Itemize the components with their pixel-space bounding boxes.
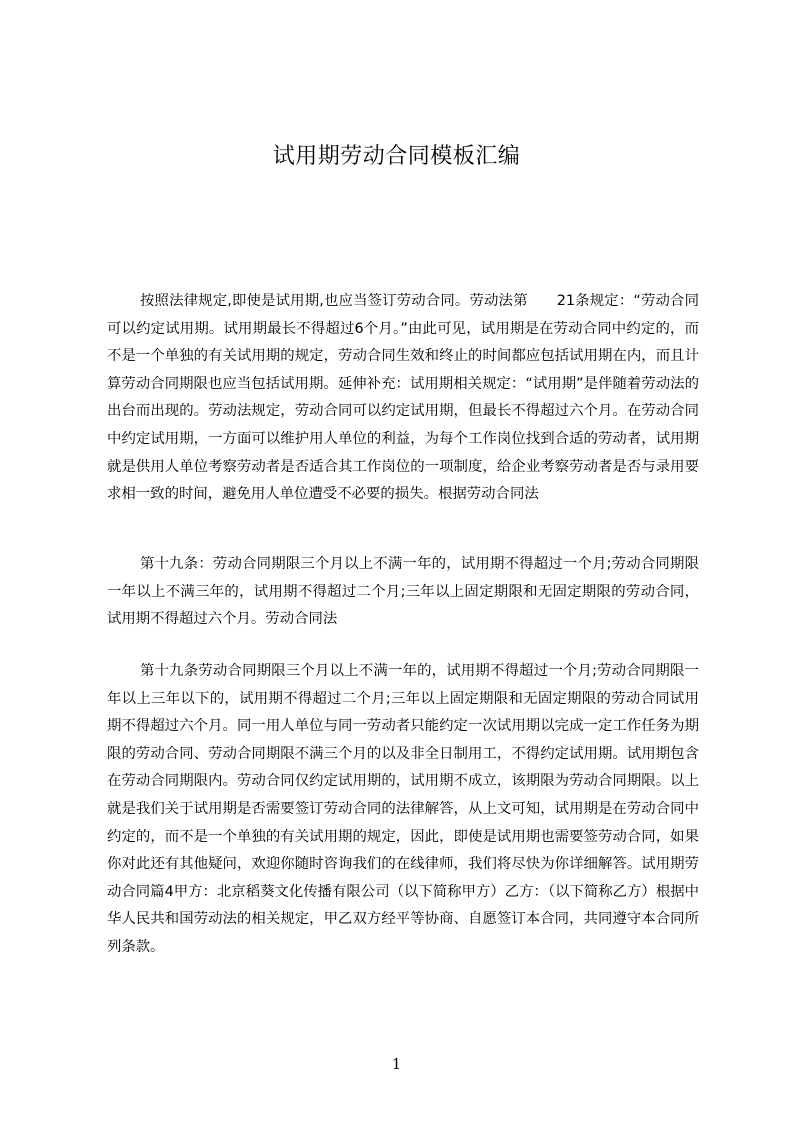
paragraph-3: 第十九条劳动合同期限三个月以上不满一年的，试用期不得超过一个月;劳动合同期限一年以上三年以下的，试用期不得超过二个月;三年以上固定期限和无固定期限的劳动合同试用期不得超过六个月。同一用人单位与同一劳动者只能约定一次试用期以完成一定工作任务为期限的劳动合同、劳动合同期限不满三个月的以及非全日制用工，不得约定试用期。试用期包含在劳动合同期限内。劳动合同仅约定试用期的，试用期不成立，该期限为劳动合同期限。以上就是我们关于试用期是否需要签订劳动合同的法律解答，从上文可知，试用期是在劳动合同中约定的，而不是一个单独的有关试用期的规定，因此，即使是试用期也需要签劳动合同，如果你对此还有其他疑问，欢迎你随时咨询我们的在线律师，我们将尽快为你详细解答。试用期劳动合同篇4甲方：北京稻葵文化传播有限公司（以下简称甲方）乙方：（以下简称乙方）根据中华人民共和国劳动法的相关规定，甲乙双方经平等协商、自愿签订本合同，共同遵守本合同所列条款。 [107, 663, 699, 955]
paragraph-block [107, 551, 699, 636]
paragraph-block [107, 658, 699, 963]
page-number: 1 [391, 1055, 402, 1073]
paragraph-2: 第十九条：劳动合同期限三个月以上不满一年的，试用期不得超过一个月;劳动合同期限一年以上不满三年的，试用期不得超过二个月;三年以上固定期限和无固定期限的劳动合同，试用期不得超过六个月。劳动合同法 [107, 556, 699, 628]
document-title: 试用期劳动合同模板汇编 [272, 144, 521, 169]
paragraph-block [107, 288, 699, 538]
paragraph-1: 按照法律规定,即使是试用期,也应当签订劳动合同。劳动法第 21条规定：“劳动合同可以约定试用期。试用期最长不得超过6个月。”由此可见，试用期是在劳动合同中约定的，而不是一个单独的有关试用期的规定，劳动合同生效和终止的时间都应包括试用期在内，而且计算劳动合同期限也应当包括试用期。延伸补充：试用期相关规定：“试用期”是伴随着劳动法的出台而出现的。劳动法规定，劳动合同可以约定试用期，但最长不得超过六个月。在劳动合同中约定试用期，一方面可以维护用人单位的利益，为每个工作岗位找到合适的劳动者，试用期就是供用人单位考察劳动者是否适合其工作岗位的一项制度，给企业考察劳动者是否与录用要求相一致的时间，避免用人单位遭受不必要的损失。根据劳动合同法 [107, 293, 699, 503]
